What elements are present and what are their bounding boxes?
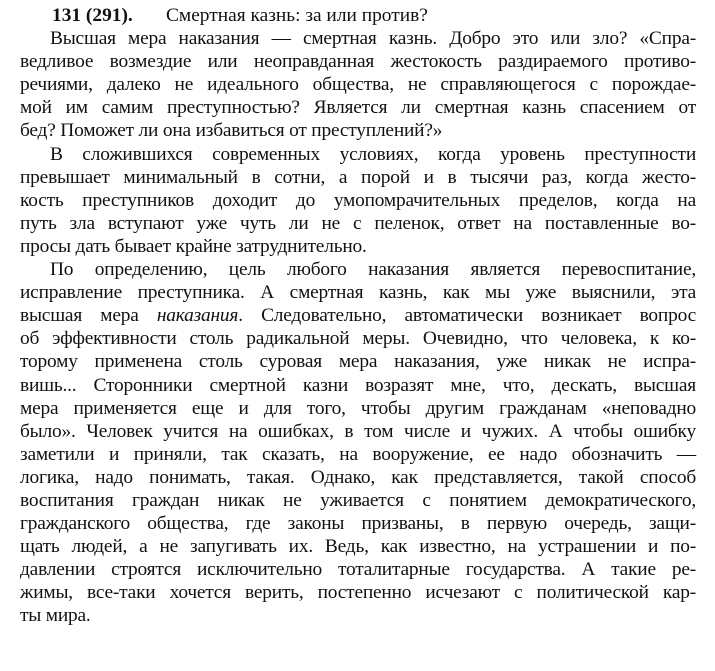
- text-line: Высшая мера наказания — смертная казнь. Добро это или зло? «Спра-: [50, 28, 696, 50]
- paragraph-3: [20, 258, 696, 628]
- exercise-number: 131 (291).: [52, 5, 133, 26]
- text-line: исправление преступника. А смертная казнь, как мы уже выяснили, эта: [20, 282, 696, 304]
- paragraph-2: [20, 143, 696, 258]
- text-line: давлении строятся исключительно тоталитарные государства. А такие ре-: [20, 559, 696, 581]
- text-segment: . Следовательно, автоматически возникает вопрос: [238, 305, 696, 327]
- text-line: гражданского общества, где законы призваны, в первую очередь, защи-: [20, 513, 696, 535]
- text-line: просы дать бывает крайне затруднительно.: [20, 235, 367, 257]
- text-line: ты мира.: [20, 605, 91, 627]
- text-line: вишь... Сторонники смертной казни возразят мне, что, дескать, высшая: [20, 374, 696, 396]
- paragraph-1: [20, 27, 696, 142]
- text-line-with-italic: [20, 304, 696, 327]
- text-line: логика, надо понимать, такая. Однако, как представляется, такой способ: [20, 466, 696, 488]
- text-line: По определению, цель любого наказания является перевоспитание,: [50, 259, 696, 281]
- text-line: мой им самим преступностью? Является ли смертная казнь спасением от: [20, 97, 696, 119]
- exercise-title: Смертная казнь: за или против?: [166, 5, 428, 26]
- text-line: ведливое возмездие или неоправданная жестокость раздираемого противо-: [20, 51, 696, 73]
- text-line: кость преступников доходит до умопомрачительных пределов, когда на: [20, 189, 696, 211]
- text-line: торому применена столь суровая мера наказания, уже никак не испра-: [20, 351, 696, 373]
- exercise-heading: [20, 4, 696, 27]
- text-line: жимы, все-таки хочется верить, постепенно исчезают с политической кар-: [20, 582, 696, 604]
- document-page: [20, 4, 696, 628]
- text-line: мера применяется еще и для того, чтобы другим гражданам «неповадно: [20, 397, 696, 419]
- text-segment: высшая мера: [20, 305, 157, 327]
- text-line: щать людей, а не запугивать их. Ведь, как известно, на устрашении и по-: [20, 536, 696, 558]
- text-line: путь зла вступают уже чуть ли не с пеленок, ответ на поставленные во-: [20, 212, 696, 234]
- text-line: воспитания граждан никак не уживается с понятием демократического,: [20, 489, 696, 511]
- text-line: заметили и приняли, так сказать, на вооружение, ее надо обозначить —: [20, 443, 696, 465]
- text-line: превышает минимальный в сотни, а порой и в тысячи раз, когда жесто-: [20, 166, 696, 188]
- text-line: В сложившихся современных условиях, когда уровень преступности: [50, 143, 696, 165]
- text-line: бед? Поможет ли она избавиться от преступлений?»: [20, 120, 443, 142]
- text-line: речиями, далеко не идеального общества, не справляющегося с порождае-: [20, 74, 696, 96]
- text-line: об эффективности столь радикальной меры. Очевидно, что человека, к ко-: [20, 328, 696, 350]
- italic-emphasis: наказания: [156, 305, 239, 327]
- text-line: было». Человек учится на ошибках, в том числе и чужих. А чтобы ошибку: [20, 420, 696, 442]
